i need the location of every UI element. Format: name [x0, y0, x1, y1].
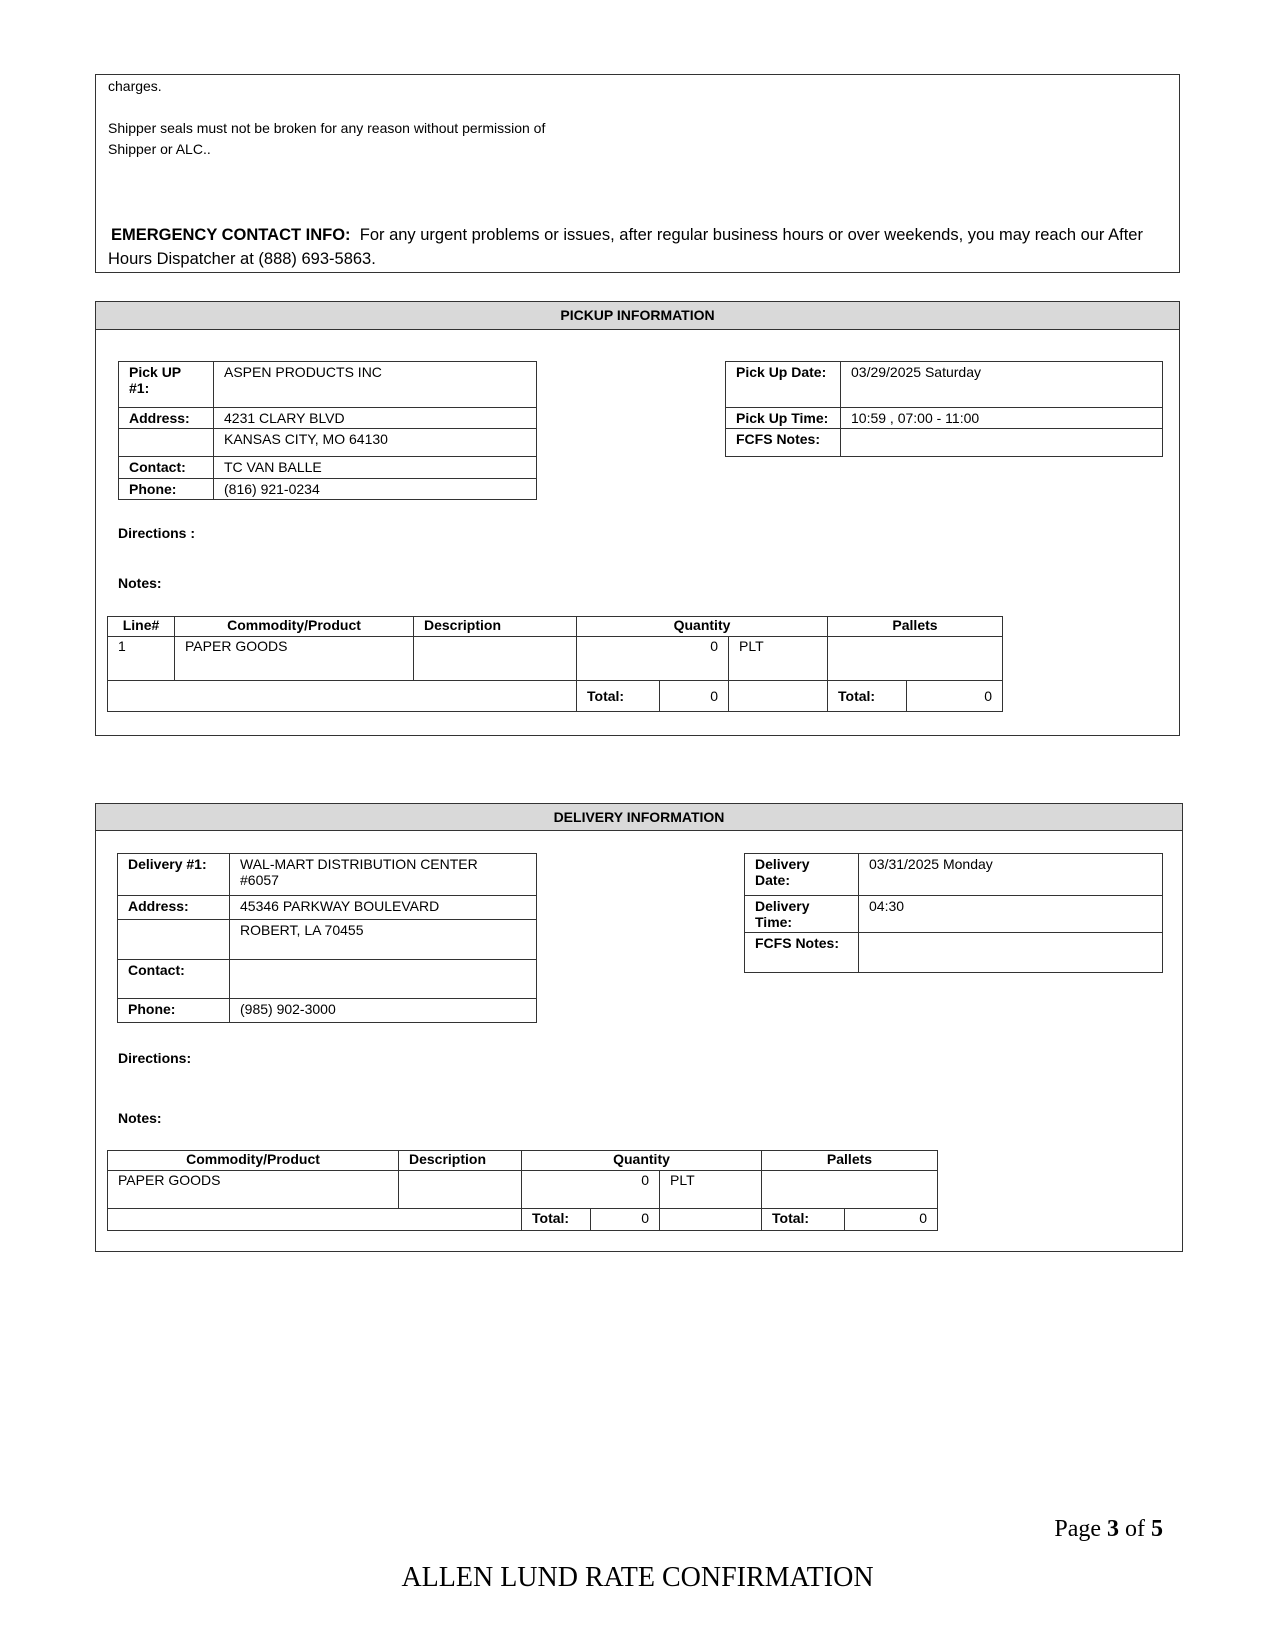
row-line: 1 [108, 637, 175, 681]
row-description [414, 637, 577, 681]
pickup-address-line1: 4231 CLARY BLVD [214, 408, 537, 429]
delivery-contact-label: Contact: [118, 960, 230, 999]
pallets-total-value: 0 [845, 1209, 938, 1231]
delivery-phone-label: Phone: [118, 999, 230, 1023]
delivery-stop-value [230, 854, 537, 896]
terms-line-2: Shipper seals must not be broken for any reason without permission of [108, 120, 546, 136]
page-current: 3 [1107, 1516, 1119, 1542]
row-unit: PLT [729, 637, 828, 681]
pickup-fcfs-value [841, 429, 1163, 457]
emergency-text: For any urgent problems or issues, after regular business hours or over weekends, you may reach our After Hours Dispatcher at (888) 693-5863. [108, 226, 1143, 268]
pickup-time-value: 10:59 , 07:00 - 11:00 [841, 408, 1163, 429]
delivery-items-header [108, 1151, 938, 1171]
col-line: Line# [108, 617, 175, 637]
delivery-date-label: Delivery Date: [745, 854, 859, 896]
row-unit: PLT [660, 1171, 762, 1209]
col-description: Description [399, 1151, 522, 1171]
pallets-total-value: 0 [907, 681, 1003, 712]
emergency-contact-info [108, 223, 1168, 271]
quantity-total-value: 0 [591, 1209, 660, 1231]
pickup-stop-table [118, 361, 537, 500]
row-pallets [762, 1171, 938, 1209]
pallets-total-label: Total: [762, 1209, 845, 1231]
terms-box [95, 74, 1180, 273]
delivery-schedule-table [744, 853, 1163, 973]
page-of: of [1125, 1516, 1145, 1542]
emergency-label: EMERGENCY CONTACT INFO: [111, 226, 351, 244]
col-commodity: Commodity/Product [175, 617, 414, 637]
delivery-time-label: Delivery Time: [745, 896, 859, 933]
row-description [399, 1171, 522, 1209]
delivery-heading: DELIVERY INFORMATION [96, 804, 1182, 831]
row-pallets [828, 637, 1003, 681]
pickup-schedule-table [725, 361, 1163, 457]
totals-row [108, 681, 1003, 712]
delivery-phone-value: (985) 902-3000 [230, 999, 537, 1023]
pickup-notes-label: Notes: [118, 575, 162, 591]
page-number [1054, 1516, 1163, 1543]
quantity-total-label: Total: [577, 681, 660, 712]
col-pallets: Pallets [762, 1151, 938, 1171]
delivery-address-line2: ROBERT, LA 70455 [230, 920, 537, 960]
quantity-total-blank [729, 681, 828, 712]
pickup-date-value: 03/29/2025 Saturday [841, 362, 1163, 408]
quantity-total-label: Total: [522, 1209, 591, 1231]
delivery-fcfs-label: FCFS Notes: [745, 933, 859, 973]
pickup-phone-value: (816) 921-0234 [214, 479, 537, 500]
pickup-address-blank [119, 429, 214, 457]
pickup-contact-value: TC VAN BALLE [214, 457, 537, 479]
delivery-contact-value [230, 960, 537, 999]
delivery-directions-label: Directions: [118, 1050, 192, 1066]
row-quantity: 0 [522, 1171, 660, 1209]
delivery-fcfs-value [859, 933, 1163, 973]
pallets-total-label: Total: [828, 681, 907, 712]
row-quantity: 0 [577, 637, 729, 681]
terms-line-3: Shipper or ALC.. [108, 141, 211, 157]
totals-blank [108, 1209, 522, 1231]
col-quantity: Quantity [577, 617, 828, 637]
pickup-items-table [107, 616, 1003, 712]
table-row [108, 637, 1003, 681]
delivery-address-label: Address: [118, 896, 230, 920]
table-row [108, 1171, 938, 1209]
pickup-fcfs-label: FCFS Notes: [726, 429, 841, 457]
col-description: Description [414, 617, 577, 637]
pickup-directions-label: Directions : [118, 525, 196, 541]
document-title: ALLEN LUND RATE CONFIRMATION [401, 1562, 874, 1593]
delivery-stop-label: Delivery #1: [118, 854, 230, 896]
pickup-heading: PICKUP INFORMATION [96, 302, 1179, 330]
pickup-stop-label: Pick UP #1: [119, 362, 214, 408]
totals-row [108, 1209, 938, 1231]
delivery-address-blank [118, 920, 230, 960]
pickup-date-label: Pick Up Date: [726, 362, 841, 408]
col-pallets: Pallets [828, 617, 1003, 637]
pickup-time-label: Pick Up Time: [726, 408, 841, 429]
pickup-items-header [108, 617, 1003, 637]
delivery-stop-value-line2: #6057 [240, 872, 279, 888]
delivery-date-value: 03/31/2025 Monday [859, 854, 1163, 896]
delivery-stop-table [117, 853, 537, 1023]
pickup-address-line2: KANSAS CITY, MO 64130 [214, 429, 537, 457]
delivery-stop-value-line1: WAL-MART DISTRIBUTION CENTER [240, 856, 478, 872]
delivery-items-table [107, 1150, 938, 1231]
pickup-address-label: Address: [119, 408, 214, 429]
delivery-time-value: 04:30 [859, 896, 1163, 933]
delivery-address-line1: 45346 PARKWAY BOULEVARD [230, 896, 537, 920]
totals-blank [108, 681, 577, 712]
page-word: Page [1054, 1516, 1101, 1542]
col-commodity: Commodity/Product [108, 1151, 399, 1171]
quantity-total-value: 0 [660, 681, 729, 712]
row-commodity: PAPER GOODS [108, 1171, 399, 1209]
pickup-stop-value: ASPEN PRODUCTS INC [214, 362, 537, 408]
pickup-phone-label: Phone: [119, 479, 214, 500]
col-quantity: Quantity [522, 1151, 762, 1171]
row-commodity: PAPER GOODS [175, 637, 414, 681]
quantity-total-blank [660, 1209, 762, 1231]
delivery-notes-label: Notes: [118, 1110, 162, 1126]
page-total: 5 [1151, 1516, 1163, 1542]
terms-line-1: charges. [108, 78, 162, 94]
pickup-contact-label: Contact: [119, 457, 214, 479]
